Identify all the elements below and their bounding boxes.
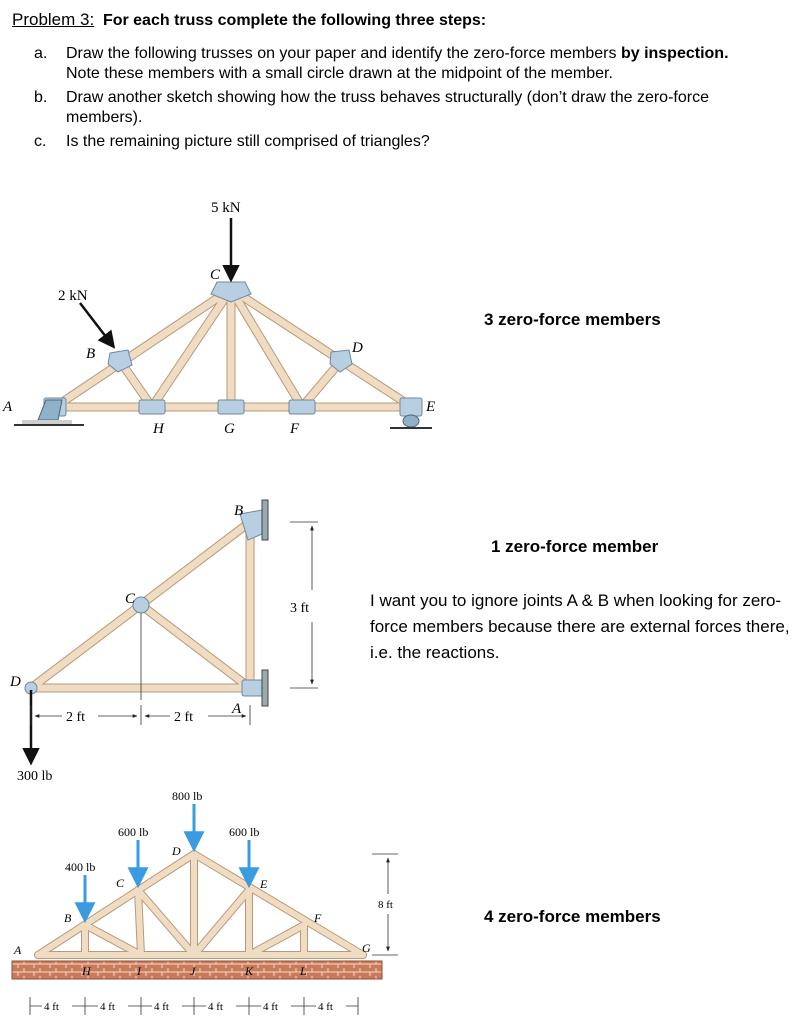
truss-3-dim-1: 4 ft [44, 1001, 59, 1013]
truss-1-joint-g: G [224, 421, 235, 437]
step-label: b. [34, 89, 48, 106]
truss-1-joint-a: A [3, 399, 13, 415]
truss-1-joint-c: C [210, 267, 221, 283]
truss-2-joint-d: D [10, 674, 21, 690]
truss-3-dim-5: 4 ft [263, 1001, 278, 1013]
truss-3-dim-height: 8 ft [378, 899, 393, 911]
truss-1-joint-f: F [290, 421, 300, 437]
truss-3-load-600-left: 600 lb [118, 825, 149, 839]
truss-1-joint-h: H [153, 421, 164, 437]
truss-3-load-600-right: 600 lb [229, 825, 260, 839]
step-text: Draw another sketch showing how the truss behaves structurally (don’t draw the zero-force members). [66, 89, 709, 126]
truss-1-load-2kn: 2 kN [58, 288, 88, 304]
truss-1-note: 3 zero-force members [484, 310, 661, 329]
truss-1 [2, 200, 435, 437]
truss-3-joint-c: C [116, 876, 125, 890]
step-text: Is the remaining picture still comprised of triangles? [66, 133, 430, 150]
problem-label: Problem 3: [12, 10, 95, 29]
truss-3-joint-b: B [64, 911, 72, 925]
truss-2-dim-height: 3 ft [290, 601, 310, 616]
truss-2-joint-c: C [125, 591, 136, 607]
problem-title: For each truss complete the following three steps: [102, 12, 487, 29]
truss-3-dim-2: 4 ft [100, 1001, 115, 1013]
truss-3-joint-a: A [14, 943, 22, 957]
truss-1-roller-support [390, 415, 432, 428]
truss-3-joint-e: E [260, 877, 268, 891]
step-a-bold-by: by [620, 45, 640, 62]
step-a-text-end: Note these members with a small circle drawn at the midpoint of the member. [66, 65, 613, 82]
truss-2-note-title: 1 zero-force member [491, 537, 659, 556]
truss-3-dim-3: 4 ft [154, 1001, 169, 1013]
truss-3-joint-k: K [245, 964, 254, 978]
step-a-bold-inspection: inspection. [644, 45, 729, 62]
truss-3 [12, 789, 398, 1015]
truss-2-dim-left: 2 ft [66, 710, 86, 725]
truss-3-joint-d: D [172, 844, 181, 858]
truss-3-joint-g: G [362, 941, 371, 955]
truss-1-joint-e: E [426, 399, 436, 415]
truss-2 [9, 500, 318, 784]
truss-1-joint-d: D [352, 340, 363, 356]
truss-1-joint-b: B [86, 346, 96, 362]
truss-3-joint-f: F [314, 911, 322, 925]
truss-2-load: 300 lb [17, 769, 53, 784]
truss-3-joint-j: J [190, 964, 196, 978]
truss-2-dim-right: 2 ft [174, 710, 194, 725]
truss-3-joint-i: I [137, 964, 141, 978]
step-label: a. [34, 45, 48, 62]
truss-1-load-2kn-arrow [80, 303, 113, 346]
truss-3-load-800: 800 lb [172, 789, 203, 803]
truss-3-dim-6: 4 ft [318, 1001, 333, 1013]
truss-3-dim-4: 4 ft [208, 1001, 223, 1013]
truss-2-note-text: I want you to ignore joints A & B when looking for zero-force members because there are external forces there, i.e. the reactions. [370, 591, 790, 662]
truss-3-load-arrows [85, 804, 249, 919]
truss-3-joint-h: H [82, 964, 91, 978]
truss-2-joint-b: B [234, 503, 244, 519]
truss-3-joint-l: L [300, 964, 307, 978]
truss-3-span-dimensions [30, 997, 358, 1015]
truss-2-dimension-lines [31, 522, 318, 725]
truss-1-load-5kn: 5 kN [211, 200, 241, 216]
truss-3-note: 4 zero-force members [484, 907, 661, 926]
truss-2-joint-a: A [232, 701, 242, 717]
step-a-text: Draw the following trusses on your paper and identify the zero-force members [66, 45, 621, 62]
truss-3-brick-wall [12, 961, 382, 979]
truss-3-load-400: 400 lb [65, 860, 96, 874]
truss-2-wall-supports [262, 500, 268, 706]
step-label: c. [34, 133, 47, 150]
